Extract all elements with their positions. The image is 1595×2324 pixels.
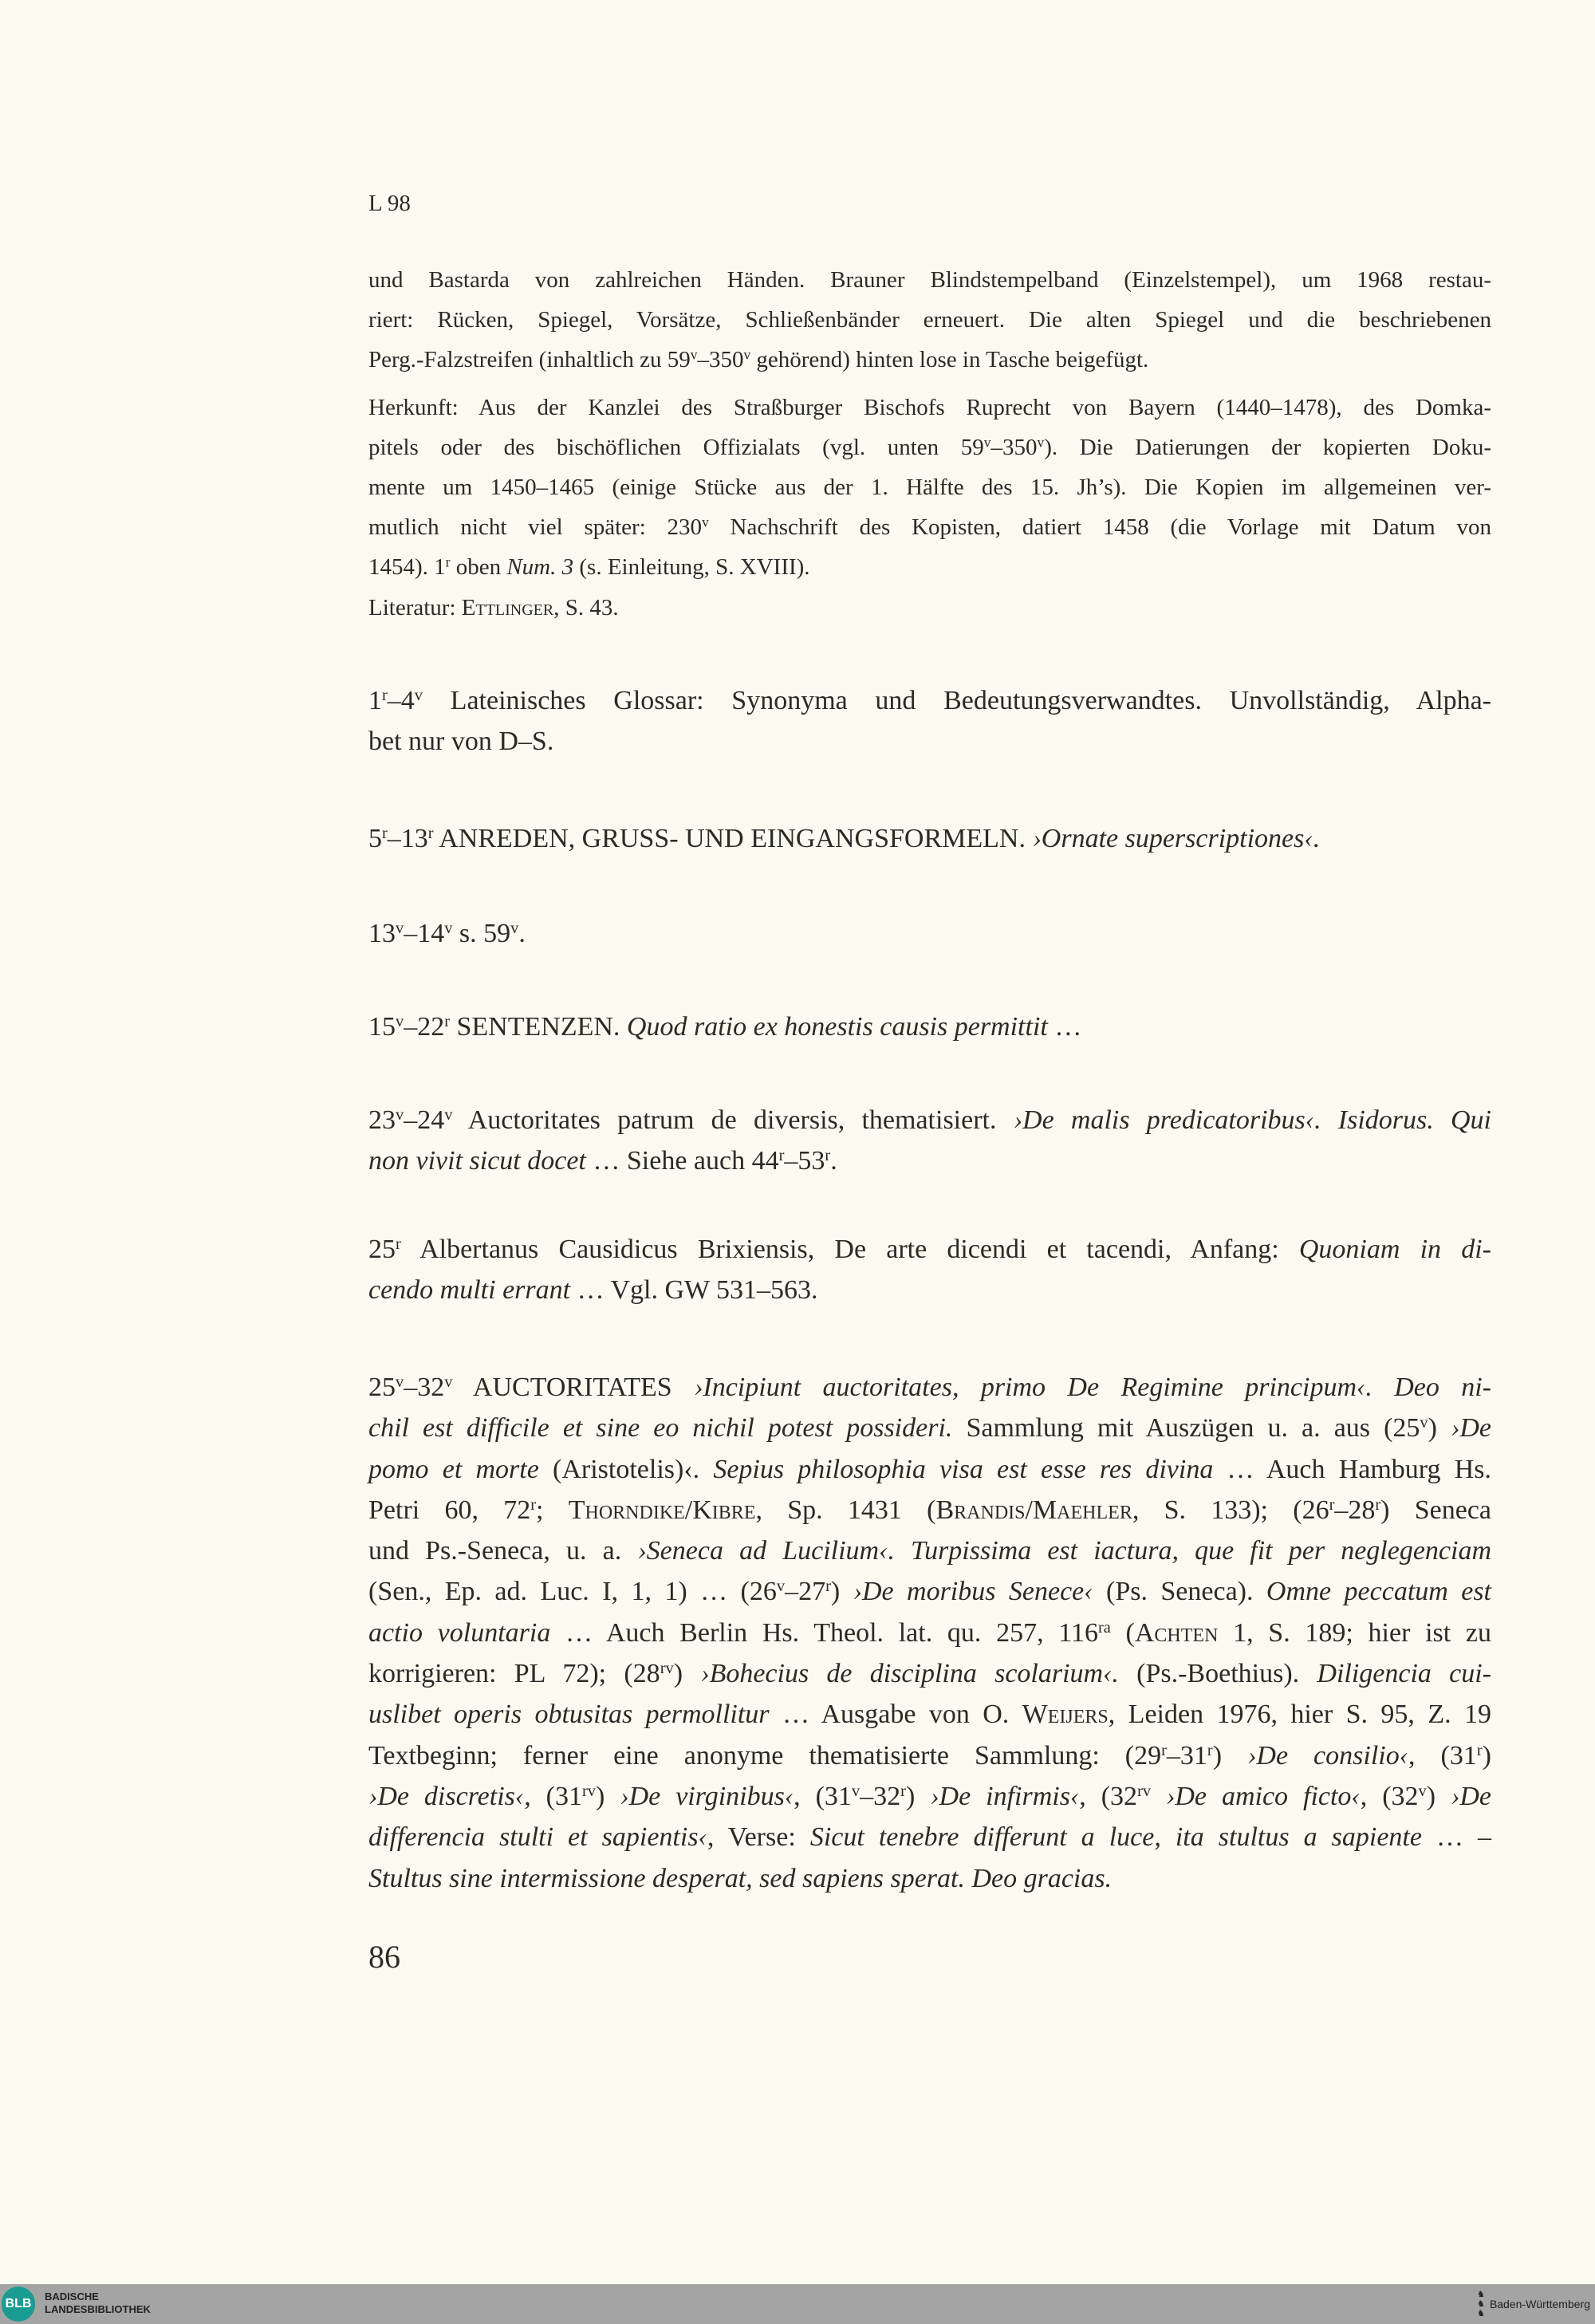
- folio-superscript: v: [414, 686, 423, 704]
- text-run: riert: Rücken, Spiegel, Vorsätze, Schließenbänder erneuert. Die alten Spiegel und die beschriebenen: [368, 307, 1491, 333]
- text-run: –350: [990, 435, 1038, 460]
- text-run: 25: [368, 1373, 396, 1402]
- italic-text: chil est difficile et sine eo nichil potest possideri.: [368, 1413, 953, 1444]
- text-line: [368, 547, 1491, 587]
- italic-text: ›De virginibus‹: [620, 1781, 794, 1811]
- folio-superscript: v: [396, 1012, 404, 1030]
- text-line: [368, 300, 1491, 340]
- text-line: [368, 1817, 1491, 1857]
- text-run: ). Die Datierungen der kopierten Doku-: [1044, 435, 1491, 460]
- italic-text: Sicut tenebre differunt a luce, ita stultus a sapiente: [809, 1822, 1422, 1853]
- folio-superscript: r: [825, 1578, 831, 1596]
- text-line: [368, 913, 1491, 954]
- text-run: 13: [368, 919, 396, 948]
- folio-superscript: r: [1207, 1741, 1213, 1759]
- folio-superscript: r: [382, 824, 388, 842]
- text-line: [368, 427, 1491, 467]
- text-run: Literatur:: [368, 595, 462, 620]
- folio-superscript: r: [382, 686, 388, 704]
- text-run: 5: [368, 824, 382, 853]
- text-line: [368, 1367, 1491, 1408]
- text-run: und Ps.-Seneca, u. a.: [368, 1536, 638, 1566]
- text-run: 1454). 1: [368, 554, 446, 580]
- text-run: ): [1428, 1413, 1451, 1444]
- folio-superscript: rv: [660, 1659, 674, 1677]
- text-run: , (31: [524, 1781, 582, 1811]
- folio-superscript: r: [1329, 1495, 1335, 1514]
- library-name: [45, 2291, 151, 2316]
- folio-superscript: v: [444, 1373, 453, 1391]
- folio-superscript: r: [778, 1147, 785, 1165]
- italic-text: non vivit sicut docet: [368, 1146, 586, 1176]
- folio-superscript: r: [900, 1782, 906, 1800]
- author-name: Achten: [1134, 1617, 1219, 1648]
- text-run: Sammlung mit Auszügen u. a. aus (25: [952, 1413, 1420, 1444]
- folio-superscript: v: [396, 1373, 404, 1391]
- text-line: [368, 588, 1491, 628]
- text-line: [368, 1858, 1491, 1899]
- text-run: , S. 133); (26: [1132, 1495, 1329, 1525]
- text-run: mutlich nicht viel später: 230: [368, 514, 703, 540]
- text-run: (Ps.-Boethius).: [1118, 1659, 1317, 1689]
- italic-text: ›De amico ficto‹: [1166, 1781, 1361, 1811]
- entry-25v-32v: [368, 1367, 1491, 1899]
- text-run: ): [905, 1781, 931, 1811]
- folio-superscript: v: [1037, 434, 1045, 451]
- literature-paragraph: [368, 588, 1491, 628]
- text-run: Perg.-Falzstreifen (inhaltlich zu 59: [368, 347, 691, 372]
- text-run: .: [518, 919, 526, 948]
- text-run: und Bastarda von zahlreichen Händen. Brauner Blindstempelband (Einzelstempel), um 1968 restau-: [368, 267, 1491, 293]
- italic-text: actio voluntaria: [368, 1617, 551, 1648]
- folio-superscript: v: [510, 919, 519, 937]
- text-run: … Siehe auch 44: [585, 1146, 779, 1176]
- text-line: [368, 1490, 1491, 1530]
- text-line: [368, 1776, 1491, 1817]
- italic-text: ›De malis predicatoribus‹. Isidorus. Qui: [1013, 1105, 1491, 1135]
- folio-superscript: v: [690, 346, 698, 363]
- italic-text: ›De moribus Senece‹: [853, 1577, 1093, 1607]
- text-run: …: [1047, 1012, 1082, 1042]
- entry-23v-24v: [368, 1100, 1491, 1182]
- text-run: Auctoritates patrum de diversis, thematisiert.: [452, 1105, 1014, 1135]
- text-line: [368, 680, 1491, 721]
- folio-superscript: v: [396, 1105, 404, 1124]
- italic-text: ›Bohecius de disciplina scolarium‹.: [700, 1659, 1119, 1689]
- text-run: pitels oder des bischöflichen Offizialats (vgl. unten 59: [368, 435, 984, 460]
- folio-superscript: r: [530, 1495, 537, 1514]
- italic-text: Quod ratio ex honestis causis permittit: [626, 1012, 1048, 1042]
- text-line: [368, 1100, 1491, 1140]
- italic-text: differencia stulti et sapientis‹: [368, 1822, 707, 1853]
- folio-superscript: v: [702, 514, 709, 530]
- entry-5r-13r: [368, 818, 1491, 859]
- text-run: [1151, 1782, 1166, 1811]
- italic-text: Stultus sine intermissione desperat, sed sapiens sperat. Deo gracias.: [368, 1863, 1113, 1893]
- text-run: –22: [404, 1012, 445, 1042]
- text-run: mente um 1450–1465 (einige Stücke aus der 1. Hälfte des 15. Jh’s). Die Kopien im allgemeinen ver-: [368, 475, 1491, 500]
- text-run: (Ps. Seneca).: [1093, 1577, 1266, 1607]
- text-run: ): [1212, 1740, 1248, 1771]
- text-run: Petri 60, 72: [368, 1495, 531, 1525]
- text-run: ): [595, 1781, 620, 1811]
- entry-25r: [368, 1229, 1491, 1311]
- text-run: ): [673, 1659, 701, 1689]
- text-line: [368, 1571, 1491, 1612]
- entry-1r-4v: [368, 680, 1491, 762]
- folio-superscript: r: [396, 1235, 401, 1253]
- italic-text: ›Incipiunt auctoritates, primo De Regimine principum‹. Deo ni-: [694, 1373, 1491, 1402]
- text-run: –32: [404, 1373, 445, 1402]
- italic-text: Diligencia cui-: [1317, 1659, 1492, 1689]
- text-run: , Leiden 1976, hier S. 95, Z. 19: [1108, 1700, 1491, 1730]
- text-run: , Verse:: [707, 1822, 810, 1853]
- text-line: [368, 818, 1491, 859]
- text-run: –28: [1334, 1495, 1376, 1525]
- text-line: [368, 1006, 1491, 1047]
- italic-text: cendo multi errant: [368, 1275, 571, 1306]
- text-line: [368, 1408, 1491, 1448]
- blb-logo-icon[interactable]: BLB: [2, 2287, 35, 2322]
- text-run: (: [1110, 1617, 1135, 1648]
- provenance-paragraph: [368, 388, 1491, 587]
- text-run: –32: [860, 1781, 901, 1811]
- text-run: , (31: [794, 1781, 852, 1811]
- text-line: [368, 1270, 1491, 1310]
- text-line: [368, 1229, 1491, 1270]
- text-run: oben: [450, 554, 507, 580]
- italic-text: ›De discretis‹: [368, 1781, 525, 1811]
- text-run: ANREDEN, GRUSS- UND EINGANGSFORMELN.: [433, 824, 1033, 853]
- text-line: [368, 1140, 1491, 1181]
- italic-text: Num. 3: [506, 554, 574, 580]
- entry-15v-22r: [368, 1006, 1491, 1047]
- italic-text: Sepius philosophia visa est esse res divina: [713, 1454, 1214, 1484]
- text-run: Albertanus Causidicus Brixiensis, De arte dicendi et tacendi, Anfang:: [400, 1235, 1299, 1264]
- folio-superscript: r: [445, 553, 451, 570]
- text-run: Nachschrift des Kopisten, datiert 1458 (die Vorlage mit Datum von: [708, 514, 1492, 540]
- author-name: Thorndike/Kibre: [568, 1495, 756, 1525]
- text-run: ): [1482, 1740, 1491, 1771]
- text-run: 1: [368, 686, 382, 715]
- lions-coat-of-arms-icon: ♞ ♞ ♞: [1477, 2290, 1485, 2318]
- folio-superscript: v: [396, 919, 404, 937]
- folio-superscript: v: [776, 1578, 786, 1596]
- italic-text: ›De: [1451, 1413, 1491, 1444]
- italic-text: ›Ornate superscriptiones‹.: [1032, 824, 1321, 853]
- text-line: [368, 1530, 1491, 1571]
- description-paragraph: [368, 260, 1491, 380]
- text-run: ): [1426, 1781, 1451, 1811]
- text-line: [368, 1449, 1491, 1490]
- text-run: (Aristotelis)‹.: [538, 1454, 714, 1484]
- folio-superscript: ra: [1098, 1618, 1111, 1637]
- text-run: s. 59: [452, 919, 511, 948]
- text-run: , (32: [1079, 1781, 1138, 1811]
- text-run: (s. Einleitung, S. XVIII).: [573, 554, 810, 580]
- text-run: –14: [404, 919, 445, 948]
- author-name: Ettlinger: [461, 595, 554, 620]
- text-run: –13: [387, 824, 428, 853]
- text-run: , (31: [1408, 1740, 1477, 1771]
- italic-text: ›De consilio‹: [1247, 1740, 1409, 1771]
- text-run: … Ausgabe von O.: [769, 1700, 1022, 1730]
- folio-superscript: r: [444, 1012, 450, 1030]
- text-line: [368, 260, 1491, 300]
- folio-superscript: r: [1161, 1741, 1167, 1759]
- folio-superscript: r: [1476, 1741, 1483, 1759]
- text-run: , (32: [1360, 1781, 1419, 1811]
- page-number: 86: [368, 1939, 400, 1975]
- text-run: … Vgl. GW 531–563.: [570, 1275, 818, 1306]
- text-run: (Sen., Ep. ad. Luc. I, 1, 1) … (26: [368, 1577, 777, 1607]
- text-line: [368, 721, 1491, 762]
- folio-superscript: v: [444, 1105, 453, 1124]
- text-line: [368, 1735, 1491, 1776]
- text-line: [368, 388, 1491, 427]
- text-line: [368, 1653, 1491, 1694]
- author-name: Weijers: [1022, 1700, 1109, 1730]
- text-run: ) Seneca: [1380, 1495, 1492, 1525]
- italic-text: ›De: [1451, 1781, 1491, 1811]
- text-run: Lateinisches Glossar: Synonyma und Bedeutungsverwandtes. Unvollständig, Alpha-: [423, 686, 1491, 715]
- text-run: … Auch Hamburg Hs.: [1213, 1454, 1491, 1484]
- italic-text: ›De infirmis‹: [930, 1781, 1080, 1811]
- text-run: –31: [1166, 1740, 1207, 1771]
- folio-superscript: v: [1418, 1782, 1427, 1800]
- folio-superscript: rv: [1137, 1782, 1152, 1800]
- text-run: AUCTORITATES: [452, 1373, 695, 1402]
- text-run: –350: [697, 347, 744, 372]
- text-run: … –: [1421, 1822, 1492, 1853]
- italic-text: ›Seneca ad Lucilium‹. Turpissima est iactura, que fit per neglegenciam: [637, 1536, 1492, 1566]
- text-line: [368, 467, 1491, 507]
- folio-superscript: r: [1375, 1495, 1381, 1514]
- folio-superscript: r: [427, 824, 434, 842]
- text-line: [368, 1694, 1491, 1735]
- baden-wuerttemberg-logo[interactable]: [1477, 2284, 1590, 2324]
- library-name-line-1: BADISCHE: [45, 2291, 99, 2302]
- text-run: –24: [404, 1105, 445, 1135]
- author-name: Brandis/Maehler: [935, 1495, 1132, 1525]
- text-line: [368, 507, 1491, 547]
- text-run: … Auch Berlin Hs. Theol. lat. qu. 257, 116: [550, 1617, 1099, 1648]
- text-run: 25: [368, 1235, 396, 1264]
- italic-text: Quoniam in di-: [1298, 1235, 1491, 1264]
- italic-text: pomo et morte: [368, 1454, 539, 1484]
- text-run: korrigieren: PL 72); (28: [368, 1659, 660, 1689]
- library-name-line-2: LANDESBIBLIOTHEK: [45, 2303, 151, 2315]
- text-run: 1, S. 189; hier ist zu: [1218, 1617, 1491, 1648]
- footer-bar: [0, 2284, 1595, 2324]
- text-run: ;: [536, 1495, 569, 1525]
- shelfmark-header: L 98: [368, 191, 411, 216]
- folio-superscript: v: [983, 434, 991, 451]
- text-run: Textbeginn; ferner eine anonyme thematisierte Sammlung: (29: [368, 1740, 1162, 1771]
- text-run: –53: [784, 1146, 825, 1176]
- text-run: 15: [368, 1012, 396, 1042]
- text-run: gehörend) hinten lose in Tasche beigefügt.: [750, 347, 1149, 372]
- text-run: SENTENZEN.: [450, 1012, 627, 1042]
- text-run: .: [830, 1146, 837, 1176]
- text-run: –4: [387, 686, 415, 715]
- text-run: ): [830, 1577, 853, 1607]
- folio-superscript: v: [444, 919, 453, 937]
- folio-superscript: v: [743, 346, 751, 363]
- folio-superscript: rv: [581, 1782, 596, 1800]
- text-line: [368, 1613, 1491, 1653]
- state-name: Baden-Württemberg: [1489, 2298, 1590, 2310]
- folio-superscript: v: [1420, 1414, 1428, 1432]
- entry-13v-14v: [368, 913, 1491, 954]
- text-run: –27: [785, 1577, 826, 1607]
- text-run: , Sp. 1431 (: [755, 1495, 936, 1525]
- text-run: bet nur von D–S.: [368, 727, 554, 757]
- text-line: [368, 340, 1491, 380]
- italic-text: Omne peccatum est: [1266, 1577, 1492, 1607]
- text-run: 23: [368, 1105, 396, 1135]
- folio-superscript: v: [851, 1782, 861, 1800]
- text-run: Herkunft: Aus der Kanzlei des Straßburger Bischofs Ruprecht von Bayern (1440–1478), des Domka-: [368, 395, 1491, 420]
- italic-text: uslibet operis obtusitas permollitur: [368, 1700, 770, 1730]
- text-run: , S. 43.: [553, 595, 619, 620]
- folio-superscript: r: [825, 1147, 831, 1165]
